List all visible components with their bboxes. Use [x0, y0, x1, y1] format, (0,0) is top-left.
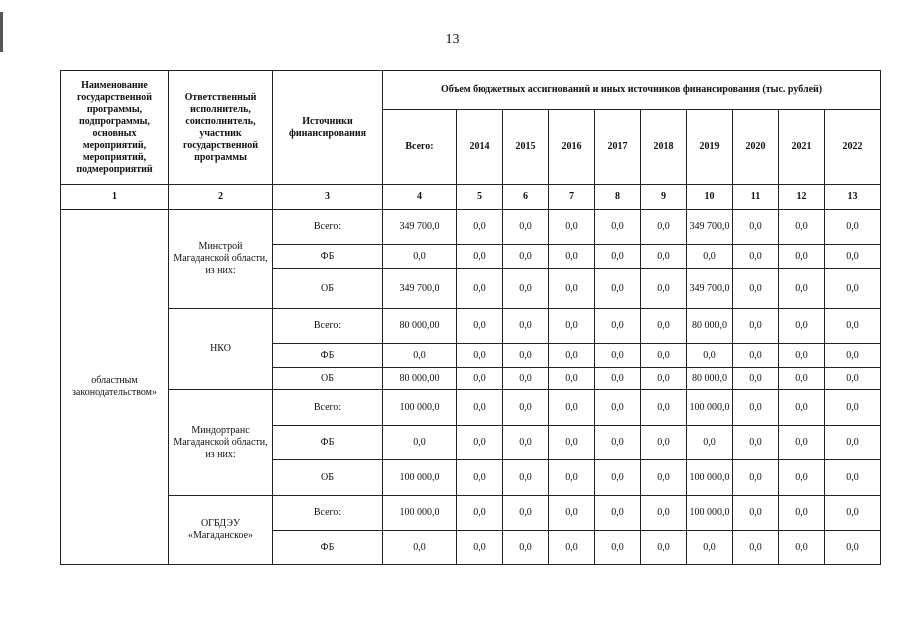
year-value-cell: 0,0 — [457, 531, 503, 565]
year-value-cell: 0,0 — [457, 269, 503, 309]
year-value-cell: 0,0 — [825, 496, 881, 531]
year-value-cell: 0,0 — [457, 210, 503, 245]
year-value-cell: 0,0 — [595, 390, 641, 426]
total-value-cell: 0,0 — [383, 344, 457, 368]
header-year: 2020 — [733, 110, 779, 185]
column-number: 12 — [779, 185, 825, 210]
source-cell: Всего: — [273, 210, 383, 245]
year-value-cell: 0,0 — [595, 531, 641, 565]
header-year: 2014 — [457, 110, 503, 185]
total-value-cell: 100 000,0 — [383, 496, 457, 531]
year-value-cell: 0,0 — [503, 245, 549, 269]
column-number: 2 — [169, 185, 273, 210]
header-year: 2016 — [549, 110, 595, 185]
year-value-cell: 0,0 — [687, 344, 733, 368]
header-year: 2019 — [687, 110, 733, 185]
total-value-cell: 0,0 — [383, 531, 457, 565]
year-value-cell: 0,0 — [733, 390, 779, 426]
column-number: 4 — [383, 185, 457, 210]
header-volume: Объем бюджетных ассигнований и иных источников финансирования (тыс. рублей) — [383, 71, 881, 110]
year-value-cell: 0,0 — [779, 460, 825, 496]
year-value-cell: 0,0 — [457, 426, 503, 460]
year-value-cell: 0,0 — [779, 390, 825, 426]
year-value-cell: 0,0 — [641, 269, 687, 309]
header-year: 2021 — [779, 110, 825, 185]
year-value-cell: 0,0 — [641, 309, 687, 344]
column-number: 10 — [687, 185, 733, 210]
header-year: 2022 — [825, 110, 881, 185]
year-value-cell: 0,0 — [595, 210, 641, 245]
program-name-cell: областным законодательством» — [61, 210, 169, 565]
year-value-cell: 0,0 — [779, 426, 825, 460]
source-cell: Всего: — [273, 390, 383, 426]
executor-cell: Миндортранс Магаданской области, из них: — [169, 390, 273, 496]
table-row — [61, 496, 881, 531]
year-value-cell: 0,0 — [825, 531, 881, 565]
year-value-cell: 0,0 — [779, 344, 825, 368]
year-value-cell: 0,0 — [457, 390, 503, 426]
header-year: 2015 — [503, 110, 549, 185]
year-value-cell: 0,0 — [779, 368, 825, 390]
year-value-cell: 0,0 — [457, 496, 503, 531]
year-value-cell: 0,0 — [779, 269, 825, 309]
year-value-cell: 349 700,0 — [687, 210, 733, 245]
year-value-cell: 0,0 — [457, 309, 503, 344]
table-row — [61, 390, 881, 426]
year-value-cell: 0,0 — [595, 269, 641, 309]
year-value-cell: 0,0 — [549, 245, 595, 269]
year-value-cell: 0,0 — [503, 210, 549, 245]
year-value-cell: 0,0 — [641, 531, 687, 565]
year-value-cell: 0,0 — [503, 309, 549, 344]
header-year: 2017 — [595, 110, 641, 185]
column-number: 6 — [503, 185, 549, 210]
executor-cell: НКО — [169, 309, 273, 390]
source-cell: Всего: — [273, 496, 383, 531]
total-value-cell: 80 000,00 — [383, 368, 457, 390]
header-program-name: Наименование государственной программы, подпрограммы, основных мероприятий, мероприятий, подмероприятий — [61, 71, 169, 185]
year-value-cell: 0,0 — [549, 531, 595, 565]
year-value-cell: 0,0 — [549, 269, 595, 309]
year-value-cell: 0,0 — [779, 245, 825, 269]
year-value-cell: 0,0 — [503, 496, 549, 531]
year-value-cell: 0,0 — [549, 460, 595, 496]
year-value-cell: 0,0 — [733, 368, 779, 390]
column-number: 5 — [457, 185, 503, 210]
total-value-cell: 349 700,0 — [383, 269, 457, 309]
table-row — [61, 309, 881, 344]
source-cell: ФБ — [273, 426, 383, 460]
column-number: 3 — [273, 185, 383, 210]
year-value-cell: 0,0 — [595, 344, 641, 368]
year-value-cell: 0,0 — [595, 426, 641, 460]
executor-cell: Минстрой Магаданской области, из них: — [169, 210, 273, 309]
year-value-cell: 80 000,0 — [687, 368, 733, 390]
year-value-cell: 0,0 — [503, 269, 549, 309]
year-value-cell: 0,0 — [641, 344, 687, 368]
year-value-cell: 349 700,0 — [687, 269, 733, 309]
header-year: 2018 — [641, 110, 687, 185]
year-value-cell: 0,0 — [641, 245, 687, 269]
year-value-cell: 0,0 — [549, 496, 595, 531]
year-value-cell: 0,0 — [549, 390, 595, 426]
total-value-cell: 349 700,0 — [383, 210, 457, 245]
year-value-cell: 0,0 — [549, 210, 595, 245]
column-number: 1 — [61, 185, 169, 210]
year-value-cell: 80 000,0 — [687, 309, 733, 344]
year-value-cell: 0,0 — [779, 210, 825, 245]
year-value-cell: 0,0 — [503, 344, 549, 368]
year-value-cell: 0,0 — [641, 390, 687, 426]
year-value-cell: 0,0 — [595, 460, 641, 496]
year-value-cell: 0,0 — [687, 531, 733, 565]
year-value-cell: 0,0 — [641, 210, 687, 245]
column-number: 11 — [733, 185, 779, 210]
total-value-cell: 0,0 — [383, 426, 457, 460]
year-value-cell: 0,0 — [733, 496, 779, 531]
source-cell: ФБ — [273, 344, 383, 368]
column-number: 7 — [549, 185, 595, 210]
year-value-cell: 0,0 — [779, 496, 825, 531]
year-value-cell: 0,0 — [641, 426, 687, 460]
year-value-cell: 0,0 — [503, 368, 549, 390]
year-value-cell: 0,0 — [457, 245, 503, 269]
year-value-cell: 0,0 — [733, 344, 779, 368]
year-value-cell: 0,0 — [457, 368, 503, 390]
year-value-cell: 0,0 — [825, 426, 881, 460]
column-number: 8 — [595, 185, 641, 210]
year-value-cell: 0,0 — [825, 368, 881, 390]
header-total: Всего: — [383, 110, 457, 185]
year-value-cell: 0,0 — [503, 426, 549, 460]
year-value-cell: 0,0 — [549, 368, 595, 390]
year-value-cell: 0,0 — [825, 210, 881, 245]
source-cell: ОБ — [273, 269, 383, 309]
total-value-cell: 100 000,0 — [383, 390, 457, 426]
year-value-cell: 0,0 — [549, 309, 595, 344]
year-value-cell: 0,0 — [595, 309, 641, 344]
total-value-cell: 0,0 — [383, 245, 457, 269]
year-value-cell: 0,0 — [687, 245, 733, 269]
source-cell: ФБ — [273, 245, 383, 269]
year-value-cell: 100 000,0 — [687, 496, 733, 531]
year-value-cell: 0,0 — [733, 245, 779, 269]
year-value-cell: 0,0 — [503, 390, 549, 426]
year-value-cell: 0,0 — [733, 309, 779, 344]
year-value-cell: 0,0 — [825, 344, 881, 368]
year-value-cell: 0,0 — [595, 368, 641, 390]
year-value-cell: 0,0 — [549, 426, 595, 460]
year-value-cell: 0,0 — [825, 245, 881, 269]
column-numbers-row — [61, 185, 881, 210]
year-value-cell: 0,0 — [825, 460, 881, 496]
year-value-cell: 0,0 — [595, 245, 641, 269]
year-value-cell: 0,0 — [733, 426, 779, 460]
source-cell: ОБ — [273, 368, 383, 390]
source-cell: ОБ — [273, 460, 383, 496]
year-value-cell: 0,0 — [733, 210, 779, 245]
budget-table — [60, 70, 881, 565]
source-cell: Всего: — [273, 309, 383, 344]
year-value-cell: 0,0 — [549, 344, 595, 368]
page-number: 13 — [445, 32, 460, 47]
table-row — [61, 210, 881, 245]
year-value-cell: 0,0 — [503, 460, 549, 496]
year-value-cell: 0,0 — [457, 344, 503, 368]
year-value-cell: 0,0 — [733, 269, 779, 309]
column-number: 9 — [641, 185, 687, 210]
column-number: 13 — [825, 185, 881, 210]
year-value-cell: 100 000,0 — [687, 390, 733, 426]
year-value-cell: 0,0 — [825, 269, 881, 309]
source-cell: ФБ — [273, 531, 383, 565]
year-value-cell: 0,0 — [457, 460, 503, 496]
year-value-cell: 0,0 — [641, 368, 687, 390]
year-value-cell: 100 000,0 — [687, 460, 733, 496]
header-executor: Ответственный исполнитель, соисполнитель, участник государственной программы — [169, 71, 273, 185]
year-value-cell: 0,0 — [503, 531, 549, 565]
year-value-cell: 0,0 — [733, 531, 779, 565]
year-value-cell: 0,0 — [825, 309, 881, 344]
year-value-cell: 0,0 — [687, 426, 733, 460]
year-value-cell: 0,0 — [641, 496, 687, 531]
header-row-1 — [61, 71, 881, 110]
year-value-cell: 0,0 — [825, 390, 881, 426]
year-value-cell: 0,0 — [733, 460, 779, 496]
total-value-cell: 80 000,00 — [383, 309, 457, 344]
year-value-cell: 0,0 — [779, 531, 825, 565]
total-value-cell: 100 000,0 — [383, 460, 457, 496]
year-value-cell: 0,0 — [641, 460, 687, 496]
executor-cell: ОГБДЭУ «Магаданское» — [169, 496, 273, 565]
year-value-cell: 0,0 — [779, 309, 825, 344]
header-sources: Источники финансирования — [273, 71, 383, 185]
year-value-cell: 0,0 — [595, 496, 641, 531]
